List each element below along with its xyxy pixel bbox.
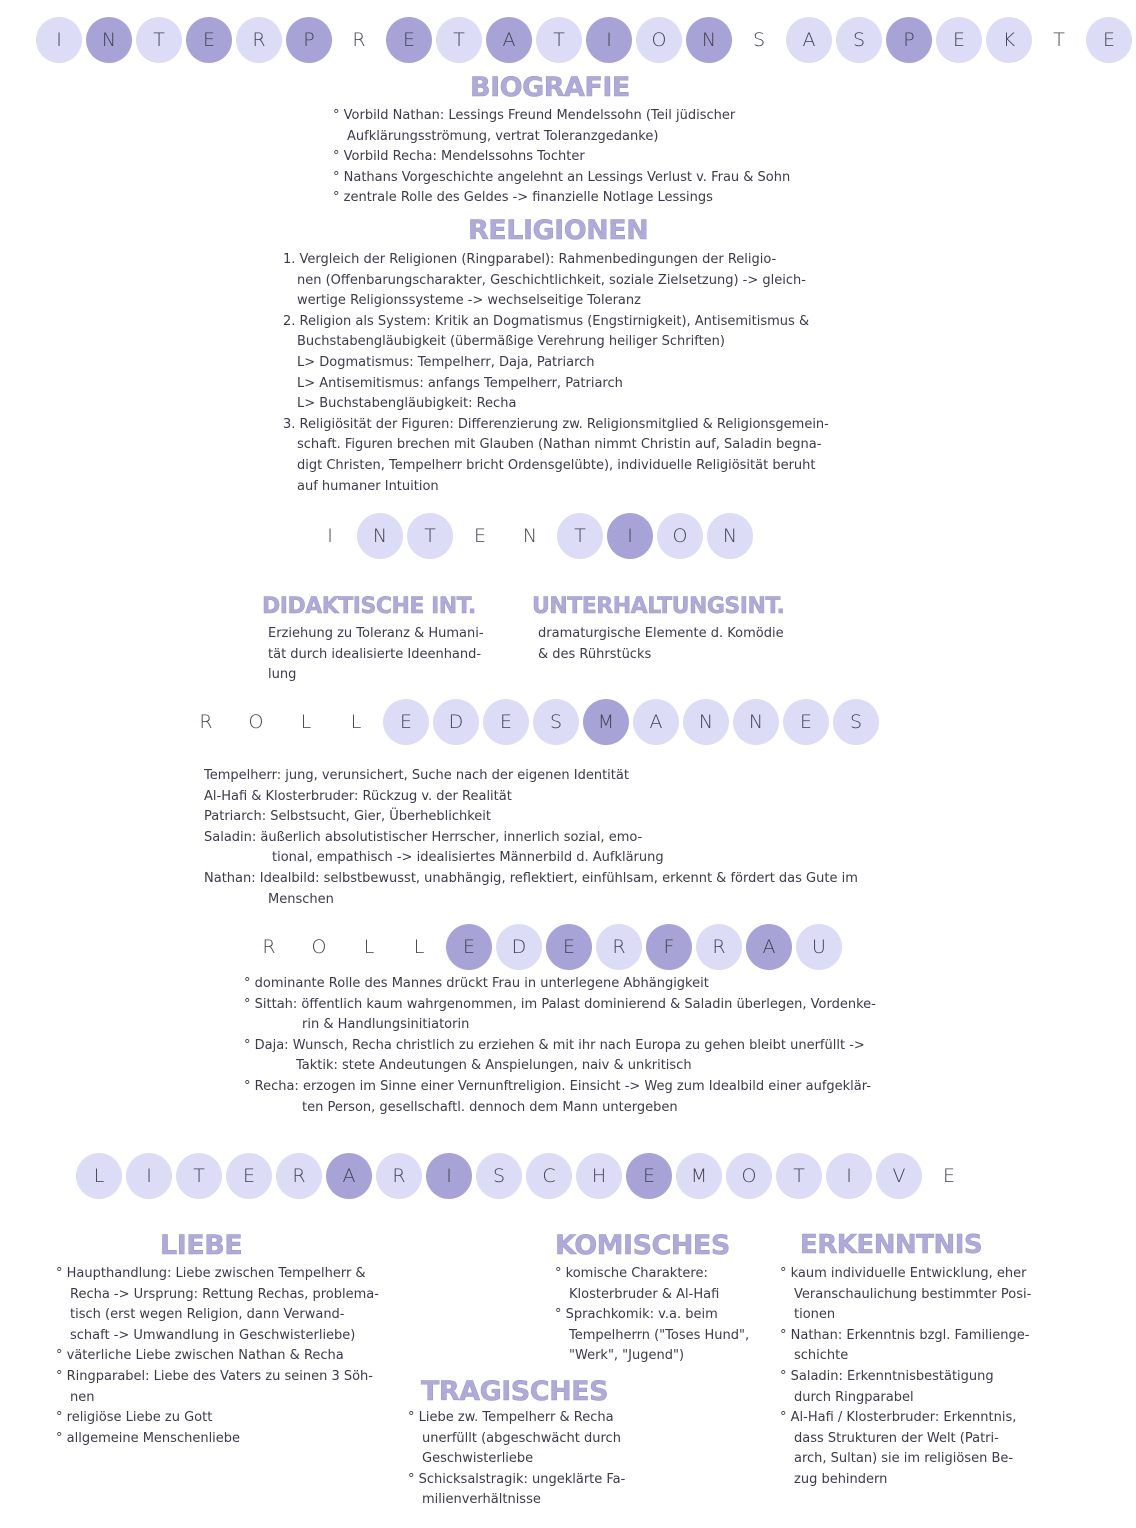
text-line: schaft. Figuren brechen mit Glauben (Nathan nimmt Christin auf, Saladin begna- xyxy=(297,437,822,453)
letter-bubble: N xyxy=(86,17,132,63)
letter-bubble: L xyxy=(363,936,375,958)
text-line: nen (Offenbarungscharakter, Geschichtlichkeit, soziale Zielsetzung) -> gleich- xyxy=(297,272,806,288)
text-line: Saladin: äußerlich absolutistischer Herrscher, innerlich sozial, emo- xyxy=(204,829,643,845)
letter-bubble: P xyxy=(886,17,932,63)
letter-bubble: E xyxy=(446,924,492,970)
text-line: Patriarch: Selbstsucht, Gier, Überheblichkeit xyxy=(204,809,491,825)
letter-bubble: N xyxy=(357,513,403,559)
text-line: ° dominante Rolle des Mannes drückt Frau in unterlegene Abhängigkeit xyxy=(244,976,709,991)
letter-bubble: R xyxy=(199,711,213,733)
text-line: dramaturgische Elemente d. Komödie xyxy=(538,626,784,641)
text-line: wertige Religionssysteme -> wechselseitige Toleranz xyxy=(297,293,641,309)
text-line: Tempelherr: jung, verunsichert, Suche nach der eigenen Identität xyxy=(204,768,629,783)
letter-bubble: T xyxy=(1053,29,1065,51)
text-line: & des Rührstücks xyxy=(538,646,652,662)
religionen-text xyxy=(283,250,829,497)
letter-bubble: T xyxy=(436,17,482,63)
erkenntnis-heading: ERKENNTNIS xyxy=(800,1230,983,1260)
text-line: tionen xyxy=(794,1307,836,1323)
motive-bubble-row xyxy=(76,1153,976,1199)
text-line: ° Daja: Wunsch, Recha christlich zu erziehen & mit ihr nach Europa zu gehen bleibt unerfüllt -> xyxy=(244,1037,865,1053)
letter-bubble: A xyxy=(326,1153,372,1199)
letter-bubble: V xyxy=(876,1153,922,1199)
text-line: Aufklärungsströmung, vertrat Toleranzgedanke) xyxy=(347,128,659,144)
title-bubble-row xyxy=(36,17,1136,63)
text-line: L> Dogmatismus: Tempelherr, Daja, Patriarch xyxy=(297,354,595,370)
text-line: ° Al-Hafi / Klosterbruder: Erkenntnis, xyxy=(780,1410,1017,1426)
text-line: tional, empathisch -> idealisiertes Männerbild d. Aufklärung xyxy=(272,850,664,866)
letter-bubble: H xyxy=(576,1153,622,1199)
letter-bubble: F xyxy=(646,924,692,970)
letter-bubble: E xyxy=(186,17,232,63)
letter-bubble: N xyxy=(707,513,753,559)
text-line: ° allgemeine Menschenliebe xyxy=(56,1430,241,1446)
letter-bubble: S xyxy=(836,17,882,63)
text-line: Nathan: Idealbild: selbstbewusst, unabhängig, reflektiert, einfühlsam, erkennt & fördert das Gute im xyxy=(204,870,858,886)
biografie-heading: BIOGRAFIE xyxy=(470,72,630,103)
text-line: Erziehung zu Toleranz & Humani- xyxy=(268,626,484,641)
letter-bubble: E xyxy=(473,525,486,547)
letter-bubble: A xyxy=(486,17,532,63)
letter-bubble: I xyxy=(126,1153,172,1199)
letter-bubble: D xyxy=(496,924,542,970)
komisches-heading: KOMISCHES xyxy=(555,1230,730,1261)
text-line: tisch (erst wegen Religion, dann Verwand- xyxy=(70,1307,345,1323)
text-line: tät durch idealisierte Ideenhand- xyxy=(268,646,482,662)
religionen-heading: RELIGIONEN xyxy=(468,215,649,246)
letter-bubble: E xyxy=(483,699,529,745)
letter-bubble: R xyxy=(262,936,276,958)
letter-bubble: T xyxy=(557,513,603,559)
letter-bubble: O xyxy=(726,1153,772,1199)
letter-bubble: L xyxy=(300,711,312,733)
text-line: Menschen xyxy=(268,891,334,907)
letter-bubble: E xyxy=(942,1165,955,1187)
letter-bubble: E xyxy=(383,699,429,745)
text-line: Veranschaulichung bestimmter Posi- xyxy=(794,1286,1032,1302)
letter-bubble: R xyxy=(352,29,366,51)
text-line: 3. Religiösität der Figuren: Differenzierung zw. Religionsmitglied & Religionsgemein- xyxy=(283,416,829,432)
text-line: ° Nathan: Erkenntnis bzgl. Familienge- xyxy=(780,1327,1030,1343)
letter-bubble: I xyxy=(36,17,82,63)
intention-bubble-row xyxy=(307,513,757,559)
rolle-frau-text xyxy=(244,974,876,1118)
biografie-text xyxy=(333,106,790,209)
letter-bubble: N xyxy=(522,525,538,547)
letter-bubble: T xyxy=(176,1153,222,1199)
text-line: L> Antisemitismus: anfangs Tempelherr, Patriarch xyxy=(297,375,623,391)
text-line: ° väterliche Liebe zwischen Nathan & Recha xyxy=(56,1348,344,1364)
text-line: L> Buchstabengläubigkeit: Recha xyxy=(297,396,517,412)
text-line: "Werk", "Jugend") xyxy=(569,1348,685,1364)
letter-bubble: E xyxy=(936,17,982,63)
rolle-mannes-text xyxy=(204,766,858,910)
letter-bubble: R xyxy=(236,17,282,63)
text-line: ° Saladin: Erkenntnisbestätigung xyxy=(780,1368,994,1384)
letter-bubble: E xyxy=(226,1153,272,1199)
letter-bubble: S xyxy=(533,699,579,745)
text-line: arch, Sultan) sie im religiösen Be- xyxy=(794,1451,1014,1467)
text-line: schichte xyxy=(794,1348,849,1364)
didaktisch-text xyxy=(268,624,484,686)
text-line: Al-Hafi & Klosterbruder: Rückzug v. der Realität xyxy=(204,788,512,804)
text-line: Tempelherrn ("Toses Hund", xyxy=(569,1327,750,1343)
text-line: ° Recha: erzogen im Sinne einer Vernunftreligion. Einsicht -> Weg zum Idealbild einer aufgeklär- xyxy=(244,1078,871,1094)
letter-bubble: O xyxy=(657,513,703,559)
letter-bubble: E xyxy=(783,699,829,745)
text-line: ° Vorbild Nathan: Lessings Freund Mendelssohn (Teil jüdischer xyxy=(333,108,736,123)
letter-bubble: A xyxy=(786,17,832,63)
letter-bubble: T xyxy=(136,17,182,63)
text-line: rin & Handlungsinitiatorin xyxy=(302,1017,470,1033)
letter-bubble: O xyxy=(636,17,682,63)
text-line: ° Sittah: öffentlich kaum wahrgenommen, im Palast dominierend & Saladin überlegen, Vordenke- xyxy=(244,996,876,1012)
text-line: 2. Religion als System: Kritik an Dogmatismus (Engstirnigkeit), Antisemitismus & xyxy=(283,313,810,329)
text-line: ° Nathans Vorgeschichte angelehnt an Lessings Verlust v. Frau & Sohn xyxy=(333,169,791,185)
text-line: ° Liebe zw. Tempelherr & Recha xyxy=(408,1410,614,1425)
rolle-frau-bubble-row xyxy=(246,924,846,970)
letter-bubble: L xyxy=(413,936,425,958)
text-line: ° zentrale Rolle des Geldes -> finanzielle Notlage Lessings xyxy=(333,190,713,206)
text-line: Geschwisterliebe xyxy=(422,1451,534,1467)
text-line: ° Ringparabel: Liebe des Vaters zu seinen 3 Söh- xyxy=(56,1368,373,1384)
letter-bubble: I xyxy=(607,513,653,559)
letter-bubble: A xyxy=(746,924,792,970)
text-line: schaft -> Umwandlung in Geschwisterliebe) xyxy=(70,1327,356,1343)
text-line: nen xyxy=(70,1389,95,1405)
rolle-mannes-bubble-row xyxy=(183,699,883,745)
komisches-text xyxy=(555,1264,749,1367)
letter-bubble: K xyxy=(986,17,1032,63)
text-line: lung xyxy=(268,667,297,683)
letter-bubble: M xyxy=(676,1153,722,1199)
letter-bubble: N xyxy=(683,699,729,745)
text-line: ten Person, gesellschaftl. dennoch dem Mann untergeben xyxy=(302,1099,678,1115)
letter-bubble: S xyxy=(752,29,766,51)
liebe-text xyxy=(56,1264,379,1449)
letter-bubble: C xyxy=(526,1153,572,1199)
letter-bubble: N xyxy=(733,699,779,745)
letter-bubble: R xyxy=(376,1153,422,1199)
letter-bubble: S xyxy=(476,1153,522,1199)
text-line: zug behindern xyxy=(794,1471,888,1487)
unterhaltung-heading: UNTERHALTUNGSINT. xyxy=(532,594,785,619)
letter-bubble: N xyxy=(686,17,732,63)
letter-bubble: E xyxy=(546,924,592,970)
tragisches-text xyxy=(408,1408,625,1511)
text-line: Recha -> Ursprung: Rettung Rechas, problema- xyxy=(70,1286,379,1302)
text-line: ° Vorbild Recha: Mendelssohns Tochter xyxy=(333,149,585,165)
text-line: milienverhältnisse xyxy=(422,1492,541,1508)
text-line: digt Christen, Tempelherr bricht Ordensgelübte), individuelle Religiösität beruht xyxy=(297,457,816,473)
letter-bubble: T xyxy=(407,513,453,559)
text-line: auf humaner Intuition xyxy=(297,478,439,494)
text-line: Klosterbruder & Al-Hafi xyxy=(569,1286,720,1302)
letter-bubble: R xyxy=(696,924,742,970)
text-line: ° kaum individuelle Entwicklung, eher xyxy=(780,1266,1027,1281)
text-line: dass Strukturen der Welt (Patri- xyxy=(794,1430,999,1446)
letter-bubble: R xyxy=(276,1153,322,1199)
letter-bubble: P xyxy=(286,17,332,63)
letter-bubble: T xyxy=(536,17,582,63)
letter-bubble: T xyxy=(776,1153,822,1199)
letter-bubble: E xyxy=(1086,17,1132,63)
letter-bubble: E xyxy=(386,17,432,63)
text-line: Taktik: stete Andeutungen & Anspielungen, naiv & unkritisch xyxy=(296,1058,692,1074)
text-line: ° komische Charaktere: xyxy=(555,1266,708,1281)
unterhaltung-text xyxy=(538,624,784,665)
letter-bubble: I xyxy=(426,1153,472,1199)
letter-bubble: O xyxy=(248,711,264,733)
text-line: Buchstabengläubigkeit (übermäßige Verehrung heiliger Schriften) xyxy=(297,334,725,350)
text-line: ° Sprachkomik: v.a. beim xyxy=(555,1307,718,1323)
letter-bubble: R xyxy=(596,924,642,970)
letter-bubble: S xyxy=(833,699,879,745)
letter-bubble: I xyxy=(327,525,333,547)
letter-bubble: O xyxy=(311,936,327,958)
letter-bubble: L xyxy=(350,711,362,733)
didaktisch-heading: DIDAKTISCHE INT. xyxy=(262,594,476,619)
text-line: ° religiöse Liebe zu Gott xyxy=(56,1410,213,1426)
text-line: unerfüllt (abgeschwächt durch xyxy=(422,1430,621,1446)
tragisches-heading: TRAGISCHES xyxy=(421,1376,609,1407)
erkenntnis-text xyxy=(780,1264,1031,1491)
letter-bubble: E xyxy=(626,1153,672,1199)
text-line: durch Ringparabel xyxy=(794,1389,914,1405)
text-line: 1. Vergleich der Religionen (Ringparabel): Rahmenbedingungen der Religio- xyxy=(283,252,777,267)
text-line: ° Schicksalstragik: ungeklärte Fa- xyxy=(408,1471,626,1487)
letter-bubble: I xyxy=(586,17,632,63)
letter-bubble: U xyxy=(796,924,842,970)
letter-bubble: A xyxy=(633,699,679,745)
liebe-heading: LIEBE xyxy=(160,1230,243,1261)
letter-bubble: D xyxy=(433,699,479,745)
letter-bubble: I xyxy=(826,1153,872,1199)
letter-bubble: M xyxy=(583,699,629,745)
text-line: ° Haupthandlung: Liebe zwischen Tempelherr & xyxy=(56,1266,366,1281)
letter-bubble: L xyxy=(76,1153,122,1199)
